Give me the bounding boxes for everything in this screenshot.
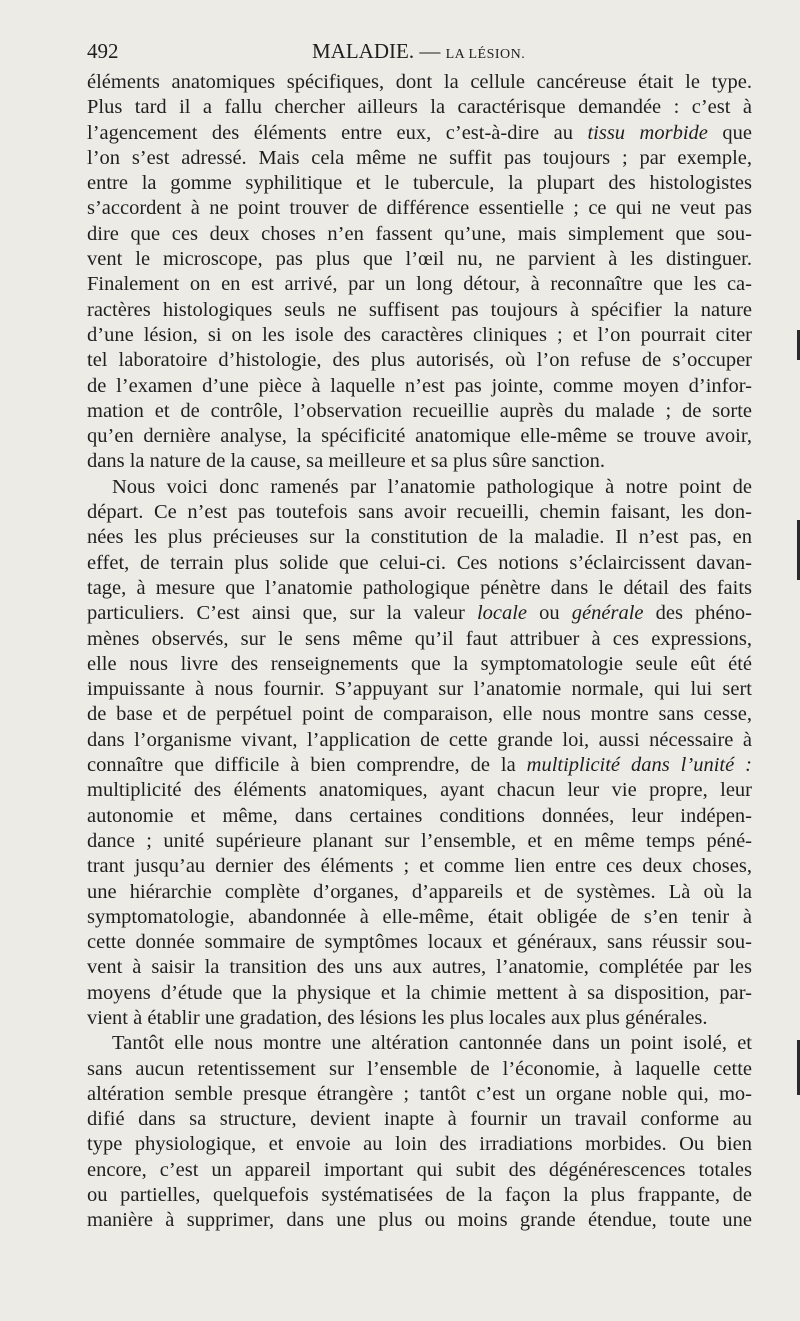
text-line: qu’en dernière analyse, la spécificité anatomique elle-même se trouve avoir, xyxy=(87,425,752,448)
italic-text: locale xyxy=(476,602,528,625)
text-line: éléments anatomiques spécifiques, dont la cellule cancéreuse était le type. xyxy=(87,71,752,93)
text-line: mation et de contrôle, l’observation recueillie auprès du malade ; de sorte xyxy=(87,399,752,422)
text-line: difié dans sa structure, devient inapte à fournir un travail conforme au xyxy=(87,1108,752,1131)
text-line: vient à établir une gradation, des lésions les plus locales aux plus générales. xyxy=(87,1006,708,1029)
text-segment: ou xyxy=(527,602,572,625)
text-line: ractères histologiques seuls ne suffisent pas toujours à spécifier la nature xyxy=(87,298,752,321)
text-line: départ. Ce n’est pas toutefois sans avoir recueilli, chemin faisant, les don- xyxy=(87,501,752,524)
text-line: multiplicité des éléments anatomiques, ayant chacun leur vie propre, leur xyxy=(87,779,752,802)
text-line: une hiérarchie complète d’organes, d’appareils et de systèmes. Là où la xyxy=(87,880,752,903)
text-line: manière à supprimer, dans une plus ou moins grande étendue, toute une xyxy=(87,1209,752,1232)
text-segment: particuliers. C’est ainsi que, sur la valeur xyxy=(87,602,477,625)
text-segment: que xyxy=(707,121,752,144)
text-line: de base et de perpétuel point de comparaison, elle nous montre sans cesse, xyxy=(87,703,752,726)
text-line: Tantôt elle nous montre une altération cantonnée dans un point isolé, et xyxy=(112,1032,752,1055)
text-line: impuissante à nous fournir. S’appuyant sur l’anatomie normale, qui lui sert xyxy=(87,678,752,701)
text-line: altération semble presque étrangère ; tantôt c’est un organe noble qui, mo- xyxy=(87,1082,752,1105)
text-line: vent le microscope, pas plus que l’œil nu, ne parvient à les distinguer. xyxy=(87,248,752,271)
text-line: vent à saisir la transition des uns aux autres, l’anatomie, complétée par les xyxy=(87,956,752,979)
italic-text: multiplicité dans l’unité : xyxy=(526,754,752,777)
text-line: d’une lésion, si on les isole des caractères cliniques ; et l’on pourrait citer xyxy=(87,323,752,346)
text-line xyxy=(87,121,752,146)
body-text xyxy=(87,70,752,1234)
italic-text: générale xyxy=(571,602,644,625)
text-line: dance ; unité supérieure planant sur l’ensemble, et en même temps péné- xyxy=(87,829,752,852)
text-segment: connaître que difficile à bien comprendre, de la xyxy=(87,754,527,777)
text-line: encore, c’est un appareil important qui subit des dégénérescences totales xyxy=(87,1158,752,1181)
text-line: s’accordent à ne point trouver de différence essentielle ; ce qui ne veut pas xyxy=(87,197,752,220)
text-line: effet, de terrain plus solide que celui-ci. Ces notions s’éclaircissent davan- xyxy=(87,551,752,574)
text-line: tage, à mesure que l’anatomie pathologique pénètre dans le détail des faits xyxy=(87,576,752,599)
text-line: nées les plus précieuses sur la constitution de la maladie. Il n’est pas, en xyxy=(87,526,752,549)
text-line: elle nous livre des renseignements que la symptomatologie seule eût été xyxy=(87,652,752,675)
page-header xyxy=(87,38,752,64)
text-line: Plus tard il a fallu chercher ailleurs la caractérisque demandée : c’est à xyxy=(87,96,752,119)
text-line: sans aucun retentissement sur l’ensemble de l’économie, à laquelle cette xyxy=(87,1057,752,1080)
text-line: type physiologique, et envoie au loin des irradiations morbides. Ou bien xyxy=(87,1133,752,1156)
text-line: mènes observés, sur le sens même qu’il faut attribuer à ces expressions, xyxy=(87,627,752,650)
text-line: entre la gomme syphilitique et le tubercule, la plupart des histologistes xyxy=(87,172,752,195)
text-line: dans la nature de la cause, sa meilleure et sa plus sûre sanction. xyxy=(87,450,606,473)
text-line: tel laboratoire d’histologie, des plus autorisés, où l’on refuse de s’occuper xyxy=(87,349,752,372)
text-line: l’on s’est adressé. Mais cela même ne suffit pas toujours ; par exemple, xyxy=(87,146,752,169)
running-head-dash: — xyxy=(419,39,441,63)
text-segment: des phéno- xyxy=(643,602,752,625)
italic-text: tissu morbide xyxy=(587,121,708,144)
text-line xyxy=(87,601,752,626)
text-line: Finalement on en est arrivé, par un long détour, à reconnaître que les ca- xyxy=(87,273,752,296)
text-line xyxy=(87,753,752,778)
text-line: dans l’organisme vivant, l’application de cette grande loi, aussi nécessaire à xyxy=(87,728,752,751)
text-line: cette donnée sommaire de symptômes locaux et généraux, sans réussir sou- xyxy=(87,931,752,954)
text-line: ou partielles, quelquefois systématisées de la façon la plus frappante, de xyxy=(87,1184,752,1207)
text-line: autonomie et même, dans certaines conditions données, leur indépen- xyxy=(87,804,752,827)
text-line: symptomatologie, abandonnée à elle-même, était obligée de s’en tenir à xyxy=(87,905,752,928)
text-line: Nous voici donc ramenés par l’anatomie pathologique à notre point de xyxy=(112,475,752,498)
text-line: de l’examen d’une pièce à laquelle n’est pas jointe, comme moyen d’infor- xyxy=(87,374,752,397)
text-line: trant jusqu’au dernier des éléments ; et comme lien entre ces deux choses, xyxy=(87,855,752,878)
text-segment: l’agencement des éléments entre eux, c’est-à-dire au xyxy=(87,121,588,144)
page-number: 492 xyxy=(87,39,119,63)
text-line: moyens d’étude que la physique et la chimie mettent à sa disposition, par- xyxy=(87,981,752,1004)
text-line: dire que ces deux choses n’en fassent qu’une, mais simplement que sou- xyxy=(87,222,752,245)
running-head-title: MALADIE. xyxy=(312,39,415,63)
running-head-subtitle: LA LÉSION. xyxy=(445,47,526,62)
running-head xyxy=(312,38,525,68)
